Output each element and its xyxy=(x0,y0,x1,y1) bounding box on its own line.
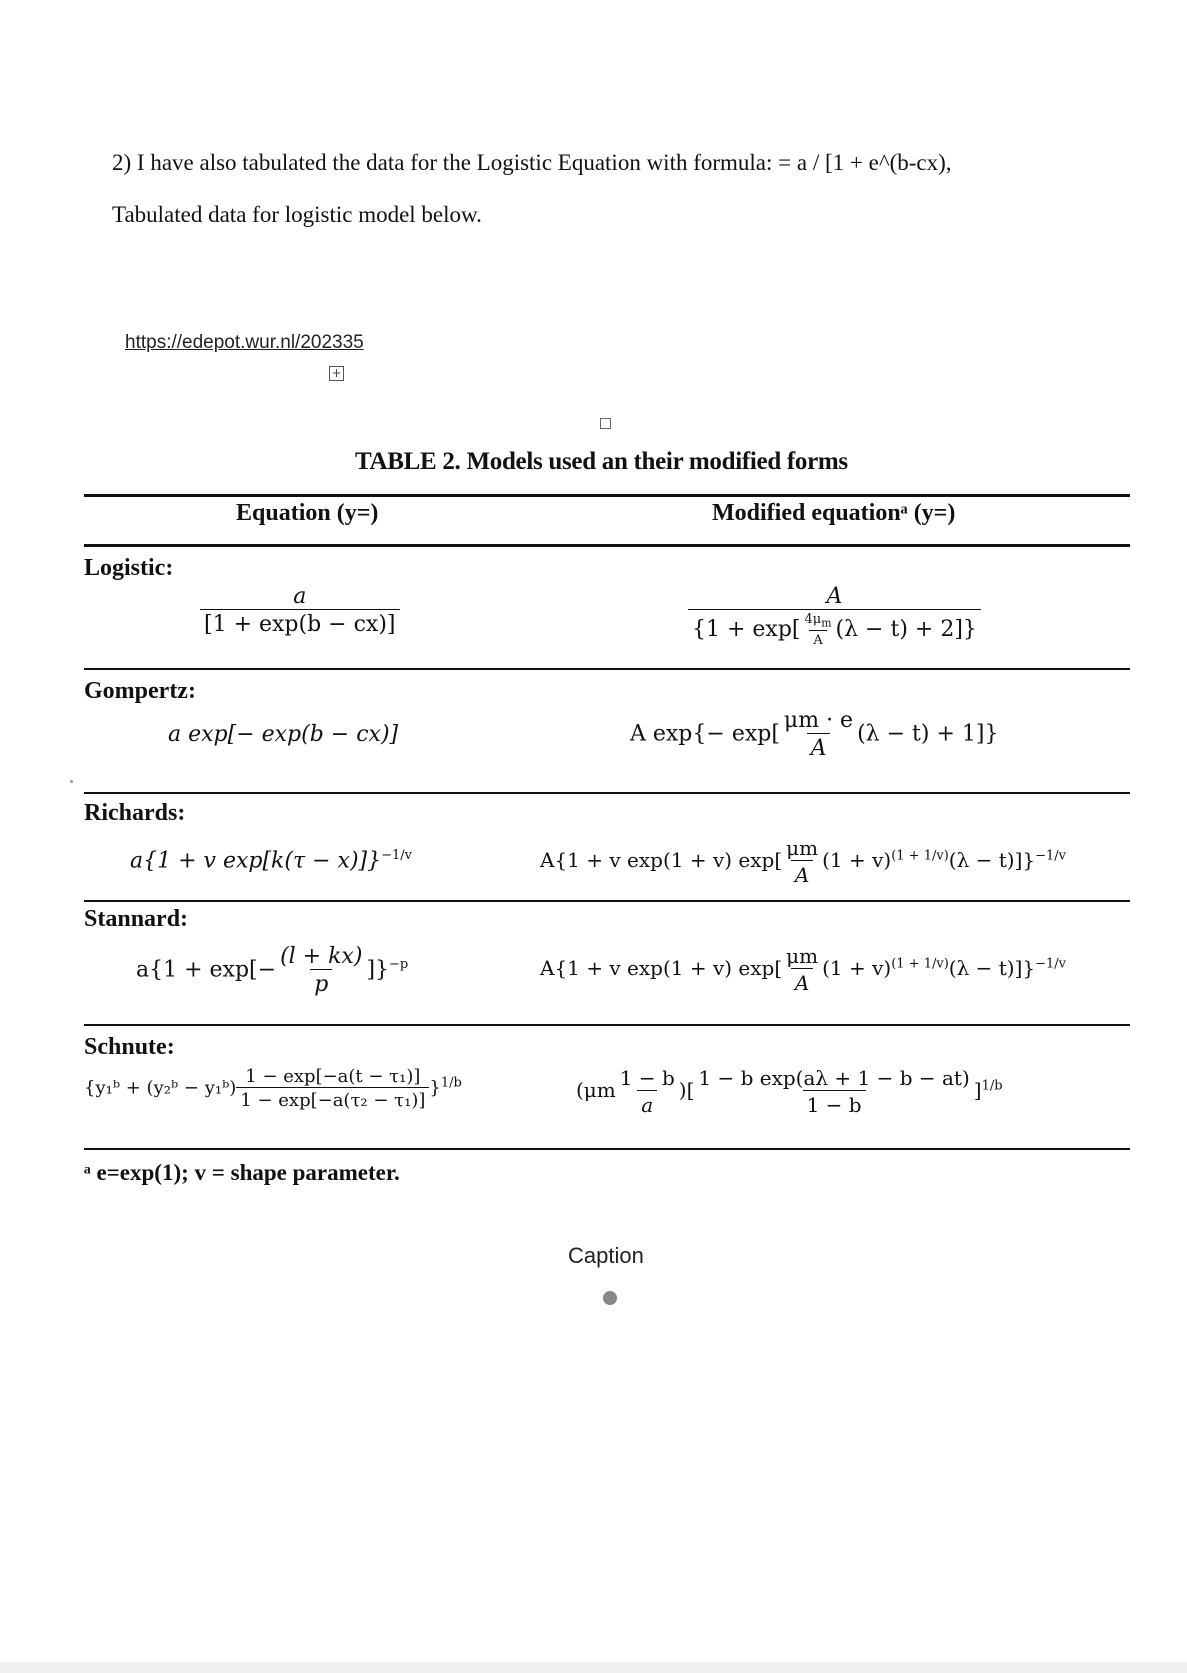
modified-gompertz-den: A xyxy=(807,733,831,761)
table-rule-richards xyxy=(84,900,1130,902)
equation-richards xyxy=(130,848,412,873)
equation-schnute xyxy=(84,1066,462,1111)
modified-schnute-den2: 1 − b xyxy=(803,1090,866,1117)
equation-stannard-a: a{1 + exp[− xyxy=(136,957,277,983)
modified-richards-num: μm xyxy=(786,836,819,860)
modified-logistic-den-a: {1 + exp[ xyxy=(692,616,801,642)
equation-logistic-numerator: a xyxy=(293,584,307,609)
table-rule-top xyxy=(84,494,1130,497)
modified-gompertz-a: A exp{− exp[ xyxy=(630,721,780,747)
modified-schnute-num2: 1 − b exp(aλ + 1 − b − at) xyxy=(698,1066,970,1090)
table-rule-bottom xyxy=(84,1148,1130,1150)
table-rule-logistic xyxy=(84,668,1130,670)
table-rule-gompertz xyxy=(84,792,1130,794)
equation-richards-exp: −1/v xyxy=(381,848,413,863)
margin-mark xyxy=(70,780,73,783)
modified-logistic-mu: 4μ xyxy=(804,612,822,627)
header-equation: Equation (y=) xyxy=(236,500,379,526)
modified-stannard-c: (λ − t)]} xyxy=(948,956,1036,980)
table-footnote: ᵃ e=exp(1); v = shape parameter. xyxy=(84,1160,400,1185)
modified-stannard-b: (1 + v) xyxy=(822,956,892,980)
paragraph-formula: 2) I have also tabulated the data for the Logistic Equation with formula: = a / [1 + e^(b-cx), xyxy=(112,150,952,175)
modified-richards-b: (1 + v) xyxy=(822,848,892,872)
modified-schnute-num1: 1 − b xyxy=(619,1066,675,1090)
modified-richards-exp: −1/v xyxy=(1035,848,1066,864)
model-name-schnute: Schnute: xyxy=(84,1034,175,1060)
equation-logistic-denominator: [1 + exp(b − cx)] xyxy=(200,609,400,637)
equation-schnute-den: 1 − exp[−a(τ₂ − τ₁)] xyxy=(236,1087,429,1111)
modified-logistic-numerator: A xyxy=(826,584,843,609)
modified-equation-richards xyxy=(540,836,1066,887)
modified-logistic-den-b: (λ − t) + 2]} xyxy=(835,616,977,642)
table-rule-header xyxy=(84,544,1130,547)
equation-schnute-a: {y₁ᵇ + (y₂ᵇ − y₁ᵇ) xyxy=(84,1077,237,1099)
equation-richards-body: a{1 + v exp[k(τ − x)]} xyxy=(130,848,382,874)
equation-schnute-b: } xyxy=(429,1077,441,1099)
image-anchor-icon[interactable] xyxy=(600,418,611,429)
modified-schnute-c: ] xyxy=(973,1078,982,1102)
modified-stannard-exp: −1/v xyxy=(1035,956,1066,972)
modified-richards-c: (λ − t)]} xyxy=(948,848,1036,872)
modified-stannard-b-exp: (1 + 1/v) xyxy=(891,956,949,972)
plus-box-icon[interactable]: + xyxy=(329,366,344,381)
modified-schnute-exp: 1/b xyxy=(981,1078,1003,1094)
modified-richards-a: A{1 + v exp(1 + v) exp[ xyxy=(540,848,783,872)
modified-gompertz-b: (λ − t) + 1]} xyxy=(857,721,999,747)
modified-gompertz-num: μm · e xyxy=(783,708,854,733)
modified-schnute-a: (μm xyxy=(576,1078,616,1102)
model-name-logistic: Logistic: xyxy=(84,555,174,581)
equation-stannard-den: p xyxy=(310,969,332,997)
model-name-richards: Richards: xyxy=(84,800,186,826)
header-modified-equation: Modified equationᵃ (y=) xyxy=(712,500,956,526)
equation-stannard-num: (l + kx) xyxy=(280,944,363,969)
table-rule-stannard xyxy=(84,1024,1130,1026)
model-name-stannard: Stannard: xyxy=(84,906,189,932)
equation-schnute-exp: 1/b xyxy=(440,1075,462,1091)
modified-richards-den: A xyxy=(791,860,813,887)
modified-richards-b-exp: (1 + 1/v) xyxy=(891,848,949,864)
modified-equation-stannard xyxy=(540,944,1066,995)
modified-equation-gompertz xyxy=(630,708,998,761)
equation-logistic xyxy=(200,584,400,637)
resize-handle-dot[interactable] xyxy=(603,1291,617,1305)
equation-stannard-exp: −p xyxy=(389,957,409,973)
source-link[interactable]: https://edepot.wur.nl/202335 xyxy=(125,332,364,353)
equation-gompertz: a exp[− exp(b − cx)] xyxy=(168,722,399,747)
modified-stannard-a: A{1 + v exp(1 + v) exp[ xyxy=(540,956,783,980)
modified-logistic-mu-sub: m xyxy=(821,616,832,630)
modified-schnute-den1: a xyxy=(637,1090,657,1117)
model-name-gompertz: Gompertz: xyxy=(84,678,196,704)
paragraph-tabulated: Tabulated data for logistic model below. xyxy=(112,202,482,227)
modified-logistic-inner-den: A xyxy=(809,630,826,648)
page-bottom-edge xyxy=(0,1662,1187,1673)
image-caption[interactable]: Caption xyxy=(568,1243,644,1268)
modified-stannard-num: μm xyxy=(786,944,819,968)
equation-stannard xyxy=(136,944,408,997)
modified-equation-logistic xyxy=(688,584,981,648)
table-title: TABLE 2. Models used an their modified forms xyxy=(355,448,848,475)
modified-stannard-den: A xyxy=(791,968,813,995)
modified-equation-schnute xyxy=(576,1066,1003,1117)
equation-schnute-num: 1 − exp[−a(t − τ₁)] xyxy=(245,1066,421,1087)
modified-schnute-b: )[ xyxy=(678,1078,695,1102)
equation-stannard-b: ]} xyxy=(366,957,390,983)
